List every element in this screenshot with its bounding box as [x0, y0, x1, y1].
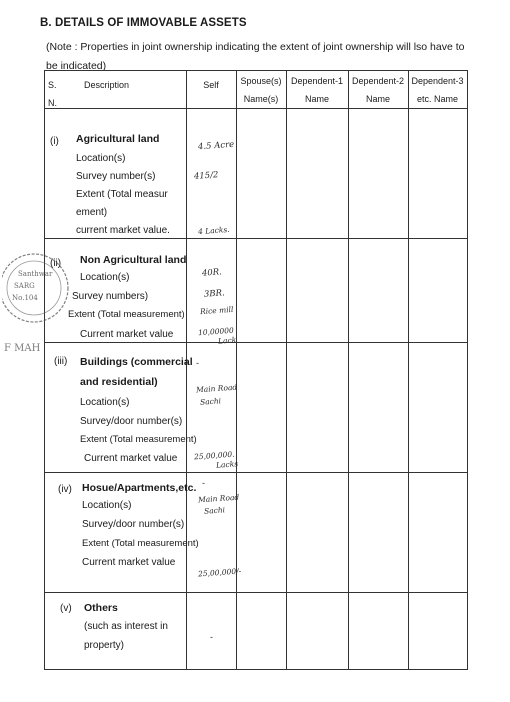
table-border-bottom	[44, 669, 468, 670]
row-1-line: Location(s)	[76, 153, 126, 164]
row-3-self-handwriting: Main Road	[195, 382, 238, 395]
row-1-self-handwriting: 4.5 Acre	[197, 139, 235, 153]
row-3-self-handwriting: Sachi	[199, 396, 222, 407]
header-sn-2: N.	[48, 98, 57, 108]
header-spouse-2: Name(s)	[243, 94, 279, 104]
row-3-number: (iii)	[54, 356, 68, 367]
row-2-line: Location(s)	[80, 272, 130, 283]
svg-text:F MAH: F MAH	[4, 343, 41, 354]
row-divider-4	[44, 592, 468, 593]
row-1-number: (i)	[50, 136, 59, 147]
col-divider-spouse	[236, 70, 237, 670]
row-2-self-handwriting: 40R.	[201, 267, 223, 279]
row-5-number: (v)	[60, 603, 72, 614]
svg-text:No.104: No.104	[12, 294, 38, 302]
row-4-self-handwriting: Sachi	[203, 505, 226, 516]
table-border-top	[44, 70, 468, 71]
row-1-line: Extent (Total measur	[76, 189, 168, 200]
row-5-self-dash: -	[210, 632, 213, 642]
header-divider	[44, 108, 468, 109]
row-2-self-handwriting: Lack	[217, 335, 237, 346]
row-4-title: Hosue/Apartments,etc.	[82, 482, 197, 494]
row-3-title: Buildings (commercial	[80, 356, 193, 368]
row-2-number: (ii)	[50, 258, 62, 269]
row-3-line: Survey/door number(s)	[80, 416, 183, 427]
header-self: Self	[203, 80, 219, 90]
col-divider-dep2	[348, 70, 349, 670]
row-1-line: Survey number(s)	[76, 171, 156, 182]
header-description: Description	[84, 80, 130, 90]
table-border-right	[467, 70, 468, 670]
row-2-self-handwriting: 3BR.	[203, 288, 226, 300]
row-3-line: Location(s)	[80, 397, 130, 408]
row-2-line: Current market value	[80, 329, 174, 340]
row-divider-3	[44, 472, 468, 473]
row-4-line: Current market value	[82, 557, 176, 568]
col-divider-dep3	[408, 70, 409, 670]
row-1-line: current market value.	[76, 225, 170, 236]
section-note: (Note : Properties in joint ownership indicating the extent of joint ownership will lso have to be indicated)	[46, 41, 465, 72]
row-4-self-handwriting: Main Road	[197, 492, 240, 505]
row-5-title: Others	[84, 602, 118, 614]
row-2-self-handwriting: 10,00000	[197, 325, 235, 338]
header-spouse-1: Spouse(s)	[240, 76, 282, 86]
section-heading: B. DETAILS OF IMMOVABLE ASSETS	[40, 17, 247, 29]
row-2-self-handwriting: Rice mill	[199, 304, 234, 317]
table-border-left	[44, 70, 45, 670]
row-1-title: Agricultural land	[76, 133, 160, 145]
header-dep1-2: Name	[304, 94, 329, 104]
header-sn-1: S.	[48, 80, 57, 90]
notary-stamp	[2, 236, 72, 356]
row-4-line: Extent (Total measurement)	[82, 538, 199, 549]
svg-text:Santhwar: Santhwar	[18, 270, 53, 278]
row-3-title-2: and residential)	[80, 376, 158, 388]
row-5-line: property)	[84, 640, 125, 651]
immovable-assets-table	[44, 70, 468, 670]
row-3-line: Extent (Total measurement)	[80, 434, 197, 445]
row-3-self-handwriting: 25,00,000.	[193, 449, 235, 462]
header-dep2-2: Name	[365, 94, 390, 104]
row-1-self-handwriting: 4 Lacks.	[197, 224, 230, 237]
row-2-line: Survey numbers)	[72, 291, 149, 302]
row-2-line: Extent (Total measurement)	[68, 309, 185, 320]
row-2-title: Non Agricultural land	[80, 254, 187, 266]
row-4-line: Survey/door number(s)	[82, 519, 185, 530]
row-3-self-dash: -	[196, 358, 199, 368]
row-1-self-handwriting: 415/2	[193, 170, 219, 182]
row-4-self-handwriting: 25,00,000/-	[197, 566, 242, 579]
header-dep1-1: Dependent-1	[290, 76, 344, 86]
row-4-line: Location(s)	[82, 500, 132, 511]
row-3-line: Current market value	[84, 453, 178, 464]
row-4-self-dash: -	[202, 478, 205, 488]
header-dep2-1: Dependent-2	[351, 76, 405, 86]
svg-text:SARG: SARG	[14, 282, 35, 290]
header-dep3-1: Dependent-3	[411, 76, 464, 86]
row-4-number: (iv)	[58, 484, 72, 495]
row-1-line: ement)	[76, 207, 108, 218]
col-divider-dep1	[286, 70, 287, 670]
row-5-line: (such as interest in	[84, 621, 168, 632]
header-dep3-2: etc. Name	[416, 94, 458, 104]
row-3-self-handwriting: Lacks	[215, 459, 239, 470]
